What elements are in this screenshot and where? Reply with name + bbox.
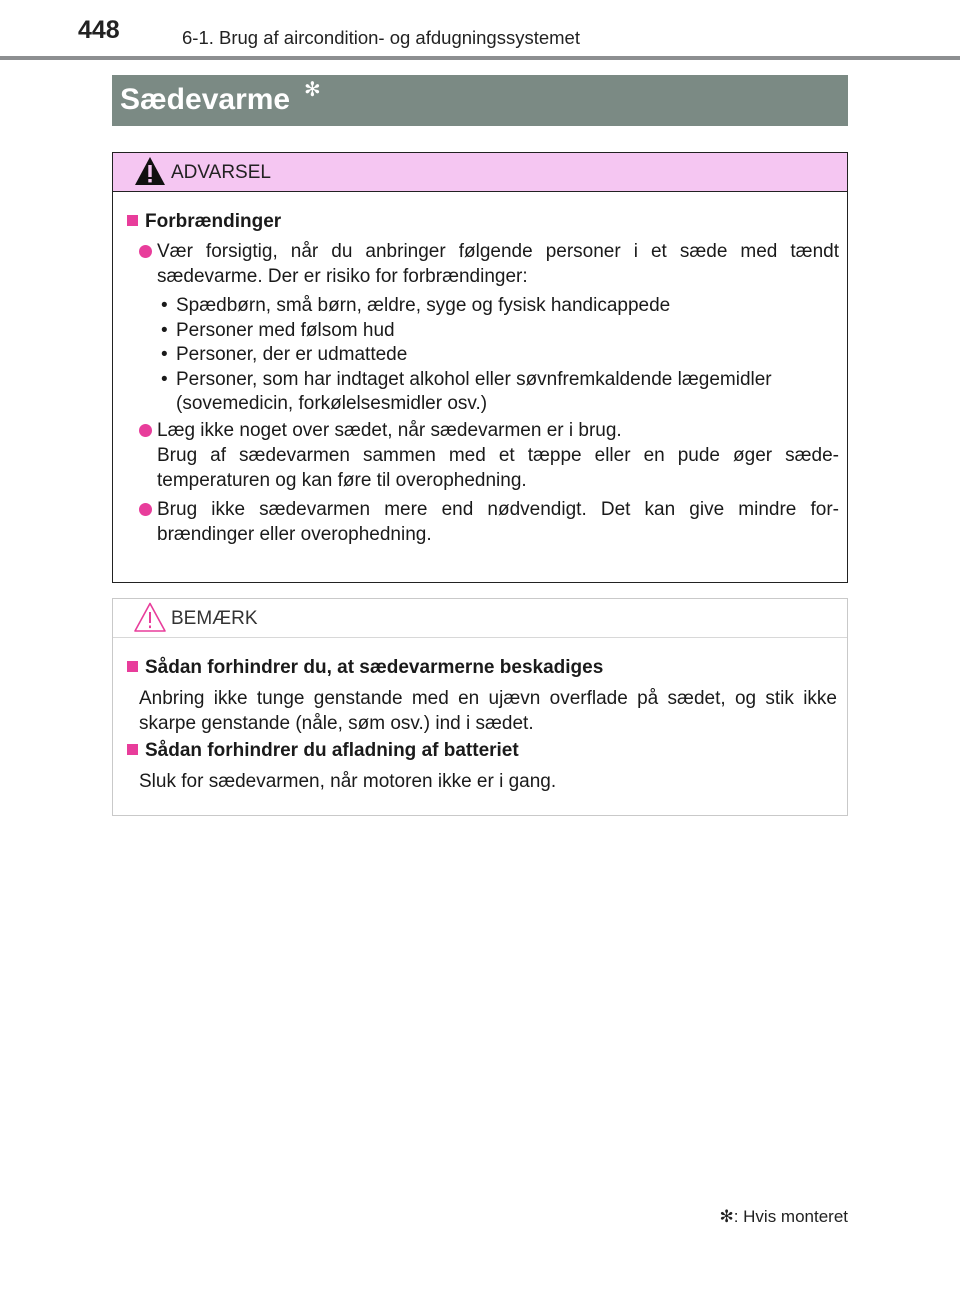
round-bullet-icon — [139, 424, 152, 437]
list-item: • Spædbørn, små børn, ældre, syge og fysisk handicappede — [161, 294, 841, 319]
section-banner — [112, 75, 848, 126]
section-title: Sædevarme — [120, 83, 291, 116]
warning-triangle-icon — [133, 155, 167, 187]
warning-heading-text: Forbrændinger — [145, 211, 282, 232]
warning-heading — [127, 211, 281, 233]
footnote-text: : Hvis monteret — [733, 1207, 848, 1226]
page-number: 448 — [78, 16, 120, 44]
warning-bullet-1-text: Vær forsigtig, når du anbringer følgende personer i et sæde med tændt sædevarme. Der er risiko for forbrændinger: — [157, 241, 839, 287]
warning-bullet-2 — [139, 418, 839, 493]
warning-bullet-2-line-2: Brug af sædevarmen sammen med et tæppe eller en pude øger sæde-temperaturen og kan føre til overophedning. — [157, 445, 839, 491]
header-rule — [0, 56, 960, 60]
page-header — [0, 0, 960, 62]
round-bullet-icon — [139, 503, 152, 516]
footnote — [719, 1207, 848, 1227]
caution-outline-triangle-icon — [133, 601, 167, 633]
list-item: • Personer, som har indtaget alkohol eller søvnfremkaldende lægemidler (sovemedicin, forkølelsesmidler osv.) — [161, 368, 841, 417]
warning-sub-list — [161, 294, 841, 417]
notice-box — [112, 598, 848, 816]
notice-text-2: Sluk for sædevarmen, når motoren ikke er i gang. — [139, 771, 557, 792]
notice-heading-2 — [127, 740, 519, 762]
notice-text-1: Anbring ikke tunge genstande med en ujævn overflade på sædet, og stik ikke skarpe genstande (nåle, søm osv.) ind i sædet. — [139, 688, 837, 734]
warning-header — [113, 153, 847, 192]
notice-label: BEMÆRK — [171, 608, 258, 629]
footnote-asterisk: ✻ — [719, 1207, 734, 1226]
warning-box — [112, 152, 848, 583]
warning-bullet-3-text: Brug ikke sædevarmen mere end nødvendigt. Det kan give mindre for-brændinger eller overophedning. — [157, 499, 839, 545]
list-item: • Personer med følsom hud — [161, 319, 841, 344]
square-bullet-icon — [127, 661, 138, 672]
chapter-title: 6-1. Brug af aircondition- og afdugningssystemet — [182, 27, 580, 48]
notice-heading-1 — [127, 657, 603, 679]
round-bullet-icon — [139, 245, 152, 258]
square-bullet-icon — [127, 744, 138, 755]
warning-bullet-3 — [139, 497, 839, 547]
notice-heading-1-text: Sådan forhindrer du, at sædevarmerne beskadiges — [145, 657, 604, 678]
notice-heading-2-text: Sådan forhindrer du afladning af batteriet — [145, 740, 519, 761]
list-item: • Personer, der er udmattede — [161, 343, 841, 368]
warning-label: ADVARSEL — [171, 162, 271, 183]
notice-header — [113, 599, 847, 638]
square-bullet-icon — [127, 215, 138, 226]
warning-bullet-1 — [139, 239, 839, 289]
section-asterisk: ✻ — [304, 79, 321, 101]
warning-bullet-2-line-1: Læg ikke noget over sædet, når sædevarmen er i brug. — [157, 420, 622, 441]
